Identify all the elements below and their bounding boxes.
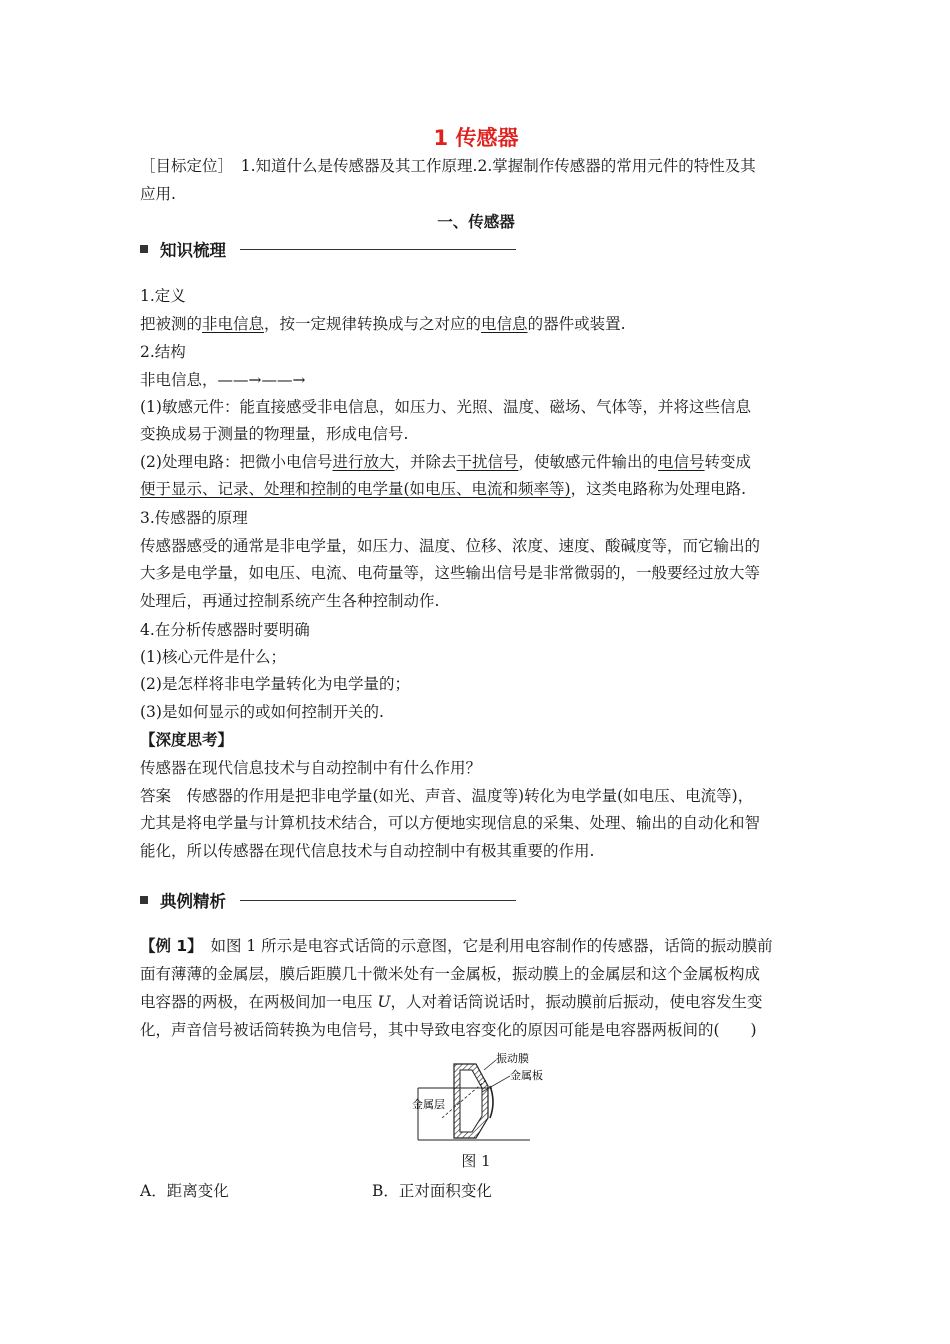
underlined-term: 便于显示、记录、处理和控制的电学量(如电压、电流和频率等) <box>140 480 571 498</box>
example-1-line-4: 化，声音信号被话筒转换为电信号，其中导致电容变化的原因可能是电容器两板间的( ) <box>140 1021 757 1039</box>
definition-label: 1.定义 <box>140 287 186 305</box>
structure-item-2-line-1 <box>140 451 751 473</box>
label-membrane: 振动膜 <box>496 1052 529 1065</box>
text-span: ，使敏感元件输出的 <box>518 453 659 471</box>
underlined-term: 非电信息 <box>202 315 265 333</box>
heading-rule <box>240 900 516 901</box>
examples-heading <box>140 888 516 912</box>
text-span: (2)处理电路：把微小电信号 <box>140 453 333 471</box>
heading-rule <box>240 249 516 250</box>
analysis-item-3: (3)是如何显示的或如何控制开关的. <box>140 703 384 721</box>
text-span: 的器件或装置. <box>527 315 626 333</box>
example-label: 【例 1】 <box>140 937 195 955</box>
microphone-diagram <box>412 1052 552 1144</box>
text-span: ，人对着话筒说话时，振动膜前后振动，使电容发生变 <box>390 993 763 1011</box>
analysis-item-1: (1)核心元件是什么； <box>140 648 286 666</box>
deep-thinking-question: 传感器在现代信息技术与自动控制中有什么作用？ <box>140 759 482 777</box>
structure-item-2-line-2 <box>140 478 746 500</box>
text-span: 把被测的 <box>140 315 203 333</box>
principle-line-3: 处理后，再通过控制系统产生各种控制动作. <box>140 592 440 610</box>
section-heading: 一、传感器 <box>437 213 515 231</box>
label-layer: 金属层 <box>412 1098 445 1111</box>
choice-a: A．距离变化 <box>140 1182 229 1200</box>
objectives-line-1: ［目标定位］ 1.知道什么是传感器及其工作原理.2.掌握制作传感器的常用元件的特性及其 <box>140 157 756 175</box>
text-span: ，这类电路称为处理电路. <box>570 480 747 498</box>
examples-heading-label: 典例精析 <box>160 892 226 911</box>
knowledge-heading-label: 知识梳理 <box>160 241 226 260</box>
objectives-line-2: 应用. <box>140 185 176 203</box>
underlined-term: 干扰信号 <box>456 453 519 471</box>
text-span: 转变成 <box>704 453 752 471</box>
structure-flow: 非电信息，——→——→ <box>140 371 306 389</box>
analysis-label: 4.在分析传感器时要明确 <box>140 621 310 639</box>
choice-b: B．正对面积变化 <box>372 1182 492 1200</box>
text-span: ，按一定规律转换成与之对应的 <box>264 315 482 333</box>
principle-line-2: 大多是电学量，如电压、电流、电荷量等，这些输出信号是非常微弱的，一般要经过放大等 <box>140 564 761 582</box>
structure-item-1-line-2: 变换成易于测量的物理量，形成电信号. <box>140 425 409 443</box>
principle-label: 3.传感器的原理 <box>140 509 248 527</box>
membrane-curve <box>490 1086 493 1118</box>
principle-line-1: 传感器感受的通常是非电学量，如压力、温度、位移、浓度、速度、酸碱度等，而它输出的 <box>140 537 761 555</box>
page-title: 1 传感器 <box>433 126 519 150</box>
leader-membrane <box>484 1060 496 1070</box>
structure-item-1-line-1: (1)敏感元件：能直接感受非电信息，如压力、光照、温度、磁场、气体等，并将这些信息 <box>140 398 751 416</box>
deep-thinking-answer-1: 答案 传感器的作用是把非电学量(如光、声音、温度等)转化为电学量(如电压、电流等)， <box>140 787 754 805</box>
square-bullet-icon <box>140 245 148 253</box>
text-span: 电容器的两极，在两极间加一电压 <box>140 993 378 1011</box>
deep-thinking-answer-2: 尤其是将电学量与计算机技术结合，可以方便地实现信息的采集、处理、输出的自动化和智 <box>140 814 761 832</box>
example-1-line-2: 面有薄薄的金属层，膜后距膜几十微米处有一金属板，振动膜上的金属层和这个金属板构成 <box>140 965 761 983</box>
text-span: 如图 1 所示是电容式话筒的示意图，它是利用电容制作的传感器，话筒的振动膜前 <box>194 937 773 955</box>
example-1-line-1 <box>140 935 773 957</box>
label-plate: 金属板 <box>510 1069 543 1082</box>
deep-thinking-answer-3: 能化，所以传感器在现代信息技术与自动控制中有极其重要的作用. <box>140 842 595 860</box>
variable-u: U <box>377 993 391 1011</box>
deep-thinking-label: 【深度思考】 <box>140 731 234 749</box>
text-span: ，并除去 <box>394 453 457 471</box>
underlined-term: 电信号 <box>658 453 705 471</box>
underlined-term: 电信息 <box>481 315 528 333</box>
definition-text <box>140 313 626 335</box>
example-1-line-3 <box>140 991 763 1013</box>
figure-caption: 图 1 <box>461 1152 491 1170</box>
knowledge-heading <box>140 237 516 261</box>
analysis-item-2: (2)是怎样将非电学量转化为电学量的； <box>140 675 410 693</box>
underlined-term: 进行放大 <box>332 453 395 471</box>
structure-label: 2.结构 <box>140 343 186 361</box>
square-bullet-icon <box>140 896 148 904</box>
